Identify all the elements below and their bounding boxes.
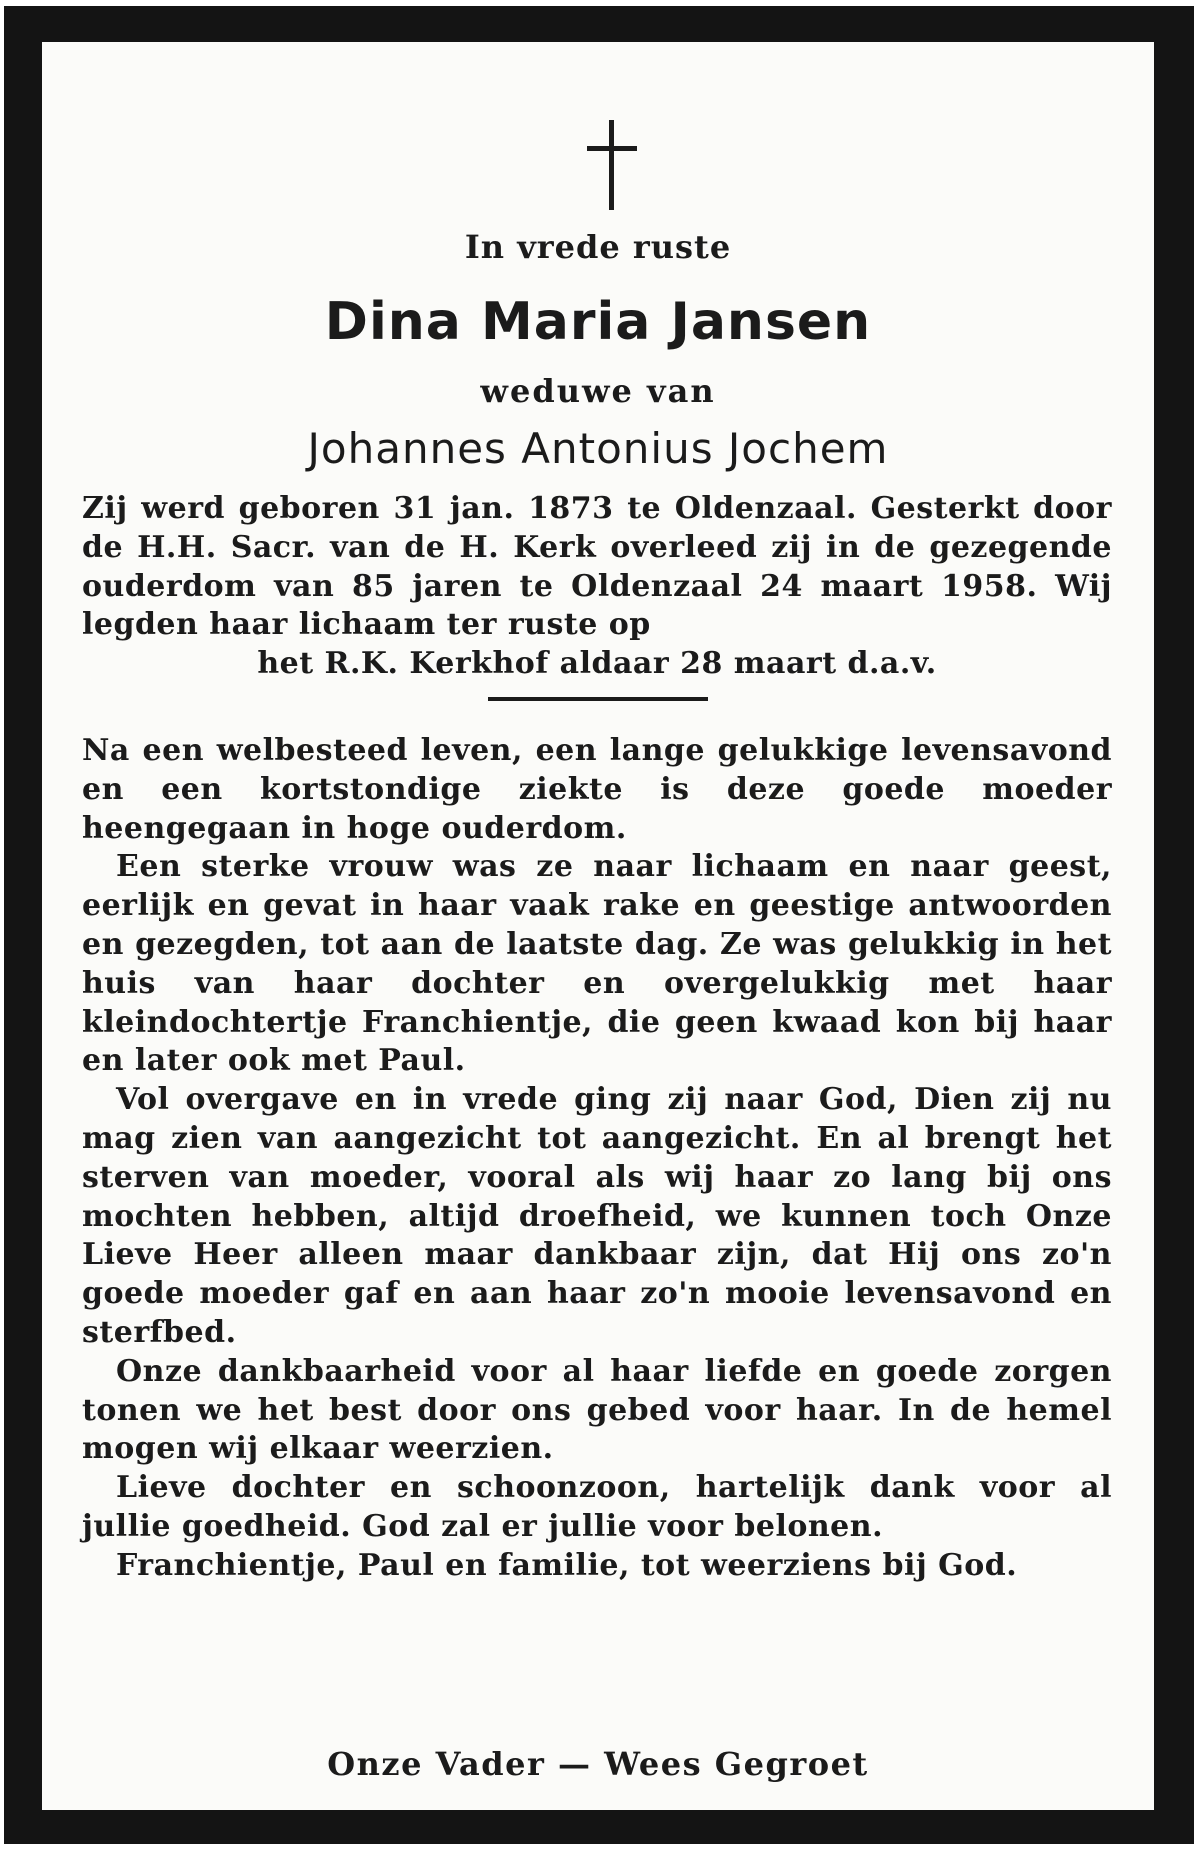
biography <box>82 490 1112 684</box>
card-content <box>42 42 1154 1810</box>
paragraph: Een sterke vrouw was ze naar lichaam en naar geest, eerlijk en gevat in haar vaak rake en geestige antwoorden en gezegden, tot aan de laatste dag. Ze was gelukkig in het huis van haar dochter en overgelukkig met haar kleindochtertje Franchientje, die geen kwaad kon bij haar en later ook met Paul. <box>82 849 1112 1079</box>
paragraph: Na een welbesteed leven, een lange gelukkige levensavond en een kortstondige ziekte is deze goede moeder heengegaan in hoge ouderdom. <box>82 733 1112 846</box>
paragraph: Franchientje, Paul en familie, tot weerziens bij God. <box>116 1547 1018 1583</box>
rest-in-peace-heading: In vrede ruste <box>464 228 732 266</box>
deceased-name: Dina Maria Jansen <box>324 292 872 352</box>
biography-text: Zij werd geboren 31 jan. 1873 te Oldenzaal. Gesterkt door de H.H. Sacr. van de H. Kerk overleed zij in de gezegende ouderdom van 85 jaren te Oldenzaal 24 maart 1958. Wij legden haar lichaam ter ruste op <box>82 491 1112 643</box>
husband-name: Johannes Antonius Jochem <box>307 424 889 473</box>
cross-icon <box>587 120 637 210</box>
memorial-text <box>82 732 1112 1586</box>
paragraph: Lieve dochter en schoonzoon, hartelijk dank voor al jullie goedheid. God zal er jullie voor belonen. <box>82 1470 1112 1544</box>
divider <box>488 697 708 701</box>
paragraph: Vol overgave en in vrede ging zij naar God, Dien zij nu mag zien van aangezicht tot aangezicht. En al brengt het sterven van moeder, vooral als wij haar zo lang bij ons mochten hebben, altijd droefheid, we kunnen toch Onze Lieve Heer alleen maar dankbaar zijn, dat Hij ons zo'n goede moeder gaf en aan haar zo'n mooie levensavond en sterfbed. <box>82 1082 1112 1350</box>
prayers-line: Onze Vader — Wees Gegroet <box>327 1745 869 1783</box>
memorial-card <box>4 6 1194 1844</box>
widow-of-label: weduwe van <box>480 372 716 410</box>
paragraph: Onze dankbaarheid voor al haar liefde en goede zorgen tonen we het best door ons gebed voor haar. In de hemel mogen wij elkaar weerzien. <box>82 1353 1112 1467</box>
biography-last-line: het R.K. Kerkhof aldaar 28 maart d.a.v. <box>257 646 937 682</box>
